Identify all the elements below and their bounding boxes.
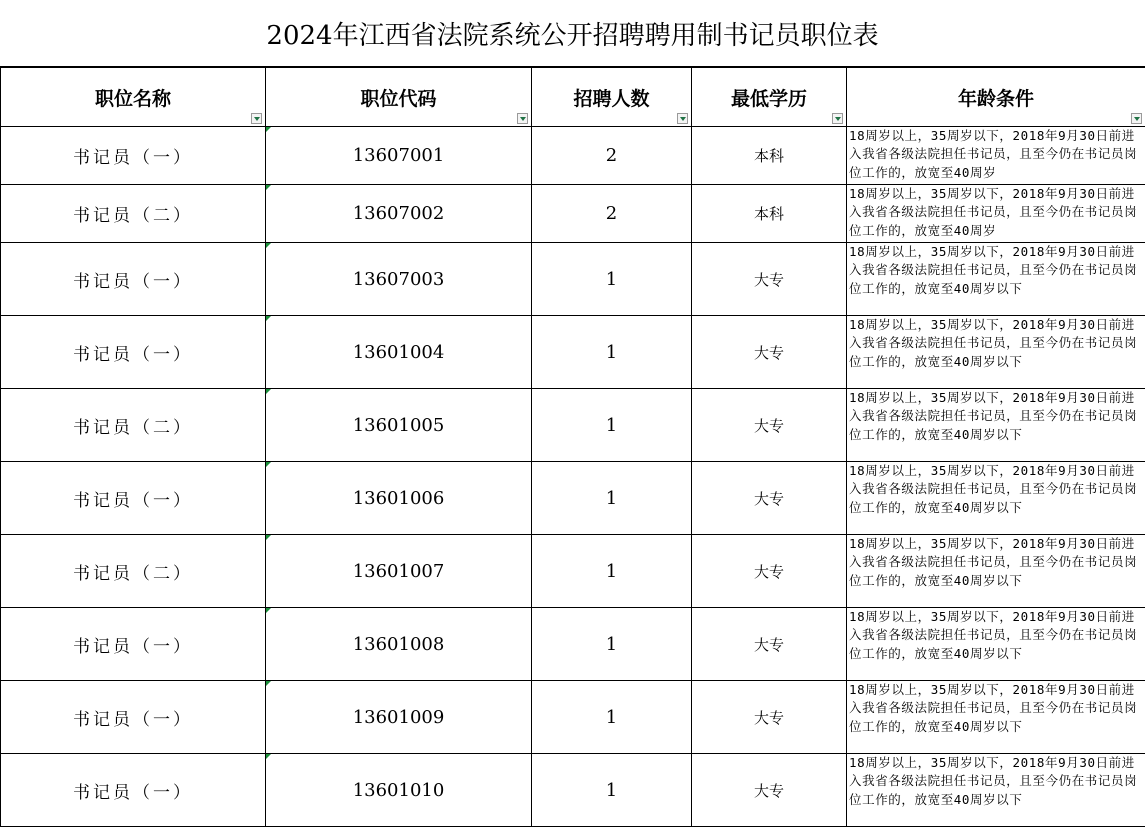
column-header-position-name[interactable]: 职位名称 xyxy=(1,67,266,127)
table-row xyxy=(1,127,1145,185)
filter-dropdown-icon[interactable] xyxy=(251,113,262,124)
header-row xyxy=(1,67,1145,127)
position-code-cell[interactable]: 13607002 xyxy=(266,185,532,243)
filter-dropdown-icon[interactable] xyxy=(677,113,688,124)
age-requirement-cell[interactable]: 18周岁以上，35周岁以下，2018年9月30日前进入我省各级法院担任书记员，且至今仍在书记员岗位工作的，放宽至40周岁以下 xyxy=(847,316,1145,389)
hiring-count-cell[interactable]: 1 xyxy=(532,243,692,316)
age-requirement-cell[interactable]: 18周岁以上，35周岁以下，2018年9月30日前进入我省各级法院担任书记员，且至今仍在书记员岗位工作的，放宽至40周岁以下 xyxy=(847,535,1145,608)
position-name-cell[interactable]: 书记员（一） xyxy=(1,316,266,389)
position-code-cell[interactable]: 13601004 xyxy=(266,316,532,389)
hiring-count-cell[interactable]: 2 xyxy=(532,185,692,243)
position-code-cell[interactable]: 13601006 xyxy=(266,462,532,535)
table-row xyxy=(1,535,1145,608)
filter-dropdown-icon[interactable] xyxy=(832,113,843,124)
education-cell[interactable]: 大专 xyxy=(692,754,847,827)
position-name-cell[interactable]: 书记员（二） xyxy=(1,389,266,462)
age-requirement-cell[interactable]: 18周岁以上，35周岁以下，2018年9月30日前进入我省各级法院担任书记员，且至今仍在书记员岗位工作的，放宽至40周岁以下 xyxy=(847,681,1145,754)
table-row xyxy=(1,185,1145,243)
position-name-cell[interactable]: 书记员（一） xyxy=(1,608,266,681)
position-name-cell[interactable]: 书记员（一） xyxy=(1,127,266,185)
age-requirement-cell[interactable]: 18周岁以上，35周岁以下，2018年9月30日前进入我省各级法院担任书记员，且至今仍在书记员岗位工作的，放宽至40周岁 xyxy=(847,185,1145,243)
position-name-cell[interactable]: 书记员（二） xyxy=(1,535,266,608)
education-cell[interactable]: 本科 xyxy=(692,127,847,185)
column-header-min-education[interactable]: 最低学历 xyxy=(692,67,847,127)
position-name-cell[interactable]: 书记员（一） xyxy=(1,681,266,754)
table-row xyxy=(1,754,1145,827)
age-requirement-cell[interactable]: 18周岁以上，35周岁以下，2018年9月30日前进入我省各级法院担任书记员，且至今仍在书记员岗位工作的，放宽至40周岁以下 xyxy=(847,243,1145,316)
position-name-cell[interactable]: 书记员（一） xyxy=(1,243,266,316)
age-requirement-cell[interactable]: 18周岁以上，35周岁以下，2018年9月30日前进入我省各级法院担任书记员，且至今仍在书记员岗位工作的，放宽至40周岁以下 xyxy=(847,462,1145,535)
filter-dropdown-icon[interactable] xyxy=(1131,113,1142,124)
position-code-cell[interactable]: 13607003 xyxy=(266,243,532,316)
table-row xyxy=(1,462,1145,535)
hiring-count-cell[interactable]: 1 xyxy=(532,389,692,462)
hiring-count-cell[interactable]: 2 xyxy=(532,127,692,185)
hiring-count-cell[interactable]: 1 xyxy=(532,681,692,754)
position-code-cell[interactable]: 13601007 xyxy=(266,535,532,608)
column-header-position-code[interactable]: 职位代码 xyxy=(266,67,532,127)
education-cell[interactable]: 大专 xyxy=(692,681,847,754)
education-cell[interactable]: 大专 xyxy=(692,243,847,316)
hiring-count-cell[interactable]: 1 xyxy=(532,608,692,681)
position-code-cell[interactable]: 13601010 xyxy=(266,754,532,827)
position-code-cell[interactable]: 13601005 xyxy=(266,389,532,462)
position-code-cell[interactable]: 13607001 xyxy=(266,127,532,185)
position-name-cell[interactable]: 书记员（一） xyxy=(1,754,266,827)
table-row xyxy=(1,316,1145,389)
age-requirement-cell[interactable]: 18周岁以上，35周岁以下，2018年9月30日前进入我省各级法院担任书记员，且至今仍在书记员岗位工作的，放宽至40周岁以下 xyxy=(847,389,1145,462)
position-code-cell[interactable]: 13601009 xyxy=(266,681,532,754)
hiring-count-cell[interactable]: 1 xyxy=(532,316,692,389)
column-header-hiring-count[interactable]: 招聘人数 xyxy=(532,67,692,127)
education-cell[interactable]: 大专 xyxy=(692,462,847,535)
education-cell[interactable]: 大专 xyxy=(692,535,847,608)
filter-dropdown-icon[interactable] xyxy=(517,113,528,124)
education-cell[interactable]: 大专 xyxy=(692,316,847,389)
education-cell[interactable]: 大专 xyxy=(692,389,847,462)
hiring-count-cell[interactable]: 1 xyxy=(532,462,692,535)
age-requirement-cell[interactable]: 18周岁以上，35周岁以下，2018年9月30日前进入我省各级法院担任书记员，且至今仍在书记员岗位工作的，放宽至40周岁 xyxy=(847,127,1145,185)
sheet-title: 2024年江西省法院系统公开招聘聘用制书记员职位表 xyxy=(266,20,879,51)
age-requirement-cell[interactable]: 18周岁以上，35周岁以下，2018年9月30日前进入我省各级法院担任书记员，且至今仍在书记员岗位工作的，放宽至40周岁以下 xyxy=(847,608,1145,681)
hiring-count-cell[interactable]: 1 xyxy=(532,754,692,827)
table-row xyxy=(1,243,1145,316)
table-row xyxy=(1,608,1145,681)
hiring-count-cell[interactable]: 1 xyxy=(532,535,692,608)
education-cell[interactable]: 大专 xyxy=(692,608,847,681)
position-code-cell[interactable]: 13601008 xyxy=(266,608,532,681)
table-row xyxy=(1,389,1145,462)
education-cell[interactable]: 本科 xyxy=(692,185,847,243)
position-name-cell[interactable]: 书记员（一） xyxy=(1,462,266,535)
position-name-cell[interactable]: 书记员（二） xyxy=(1,185,266,243)
positions-table xyxy=(0,66,1145,827)
table-row xyxy=(1,681,1145,754)
age-requirement-cell[interactable]: 18周岁以上，35周岁以下，2018年9月30日前进入我省各级法院担任书记员，且至今仍在书记员岗位工作的，放宽至40周岁以下 xyxy=(847,754,1145,827)
column-header-age-requirement[interactable]: 年龄条件 xyxy=(847,67,1145,127)
